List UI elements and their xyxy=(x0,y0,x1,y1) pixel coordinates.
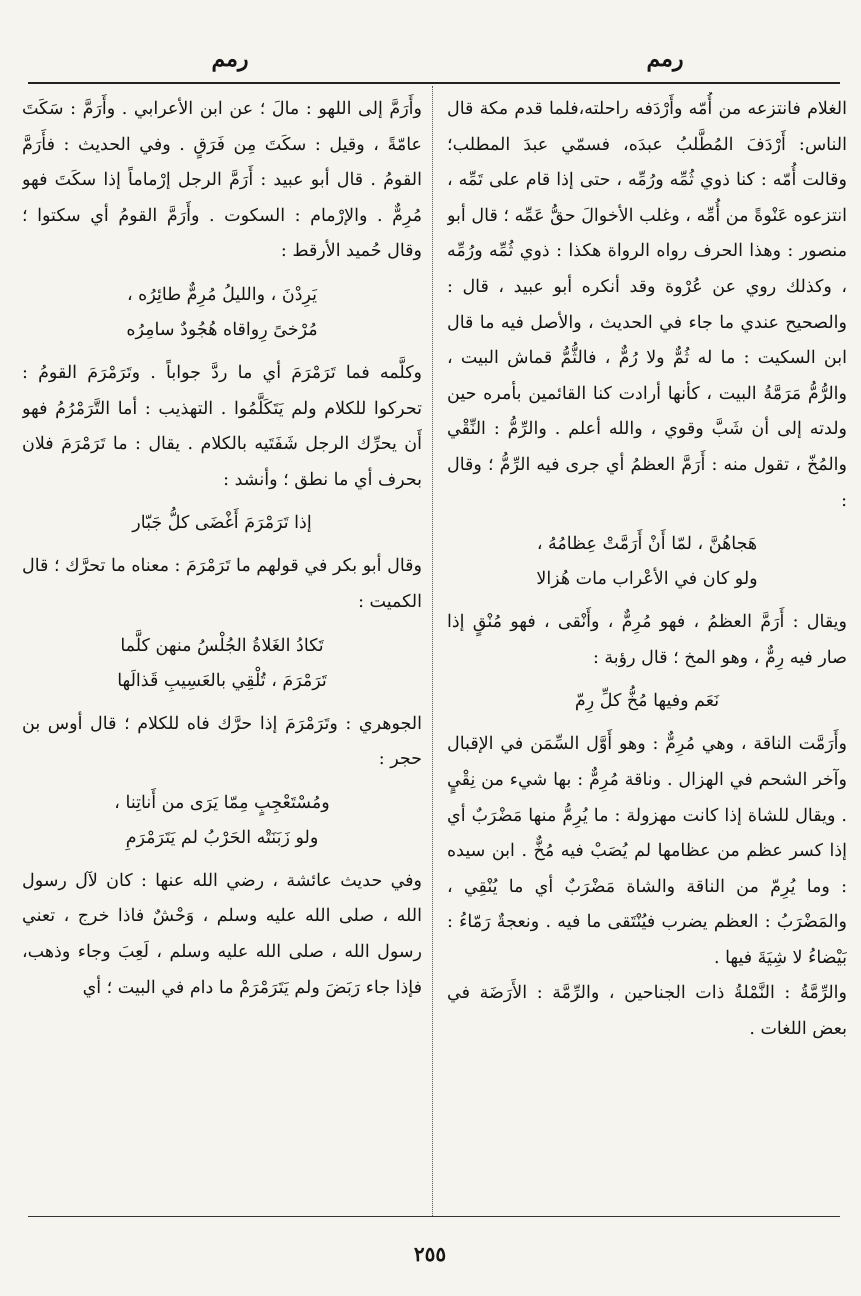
right-paragraph-1: الغلام فانتزعه من أُمّه وأَرْدَفه راحلته،فلما قدم مكة قال الناس: أَرْدَفَ المُطَّلبُ عبدَه، فسمّي عبدَ المطلب؛ وقالت أُمّه : كنا ذوي ثُمِّه ورُمِّه ، حتى إذا قام على تَمِّه ، انتزعوه عَنْوةً من أُمِّه ، وغلب الأخوالَ حقُّ عَمِّه ؛ قال أبو منصور : وهذا الحرف رواه الرواة هكذا : ذوي ثُمِّه ورُمِّه ، وكذلك روي عن عُرْوة وقد أنكره أبو عبيد ، قال : والصحيح عندي ما جاء في الحديث ، والأصل فيه ما قال ابن السكيت : ما له ثُمٌّ ولا رُمٌّ ، فالثُّمُّ قماش البيت ، والرُّمُّ مَرَمَّةُ البيت ، كأنها أرادت كنا القائمين بأمره حين ولدته إلى أن شَبَّ وقوي ، والله أعلم . والرِّمُّ : النِّقْي والمُخّ ، تقول منه : أَرَمَّ العظمُ أي جرى فيه الرِّمُّ ؛ وقال : xyxy=(447,99,847,511)
footer-rule xyxy=(28,1216,840,1217)
running-head-right: رمم xyxy=(646,46,684,72)
page-number: ٢٥٥ xyxy=(413,1242,447,1266)
column-divider xyxy=(432,86,433,1216)
verse-line: ولو زَبَنَتْه الحَرْبُ لم يَتَرَمْرَمِ xyxy=(125,827,319,848)
header-rule xyxy=(28,82,840,84)
left-verse-2 xyxy=(22,506,422,541)
verse-line: نَعَم وفيها مُخُّ كلِّ رِمّ xyxy=(574,691,720,712)
verse-line: ومُسْتَعْجِبٍ مِمّا يَرَى من أَناتِنا ، xyxy=(114,792,330,813)
left-verse-3 xyxy=(22,629,422,699)
left-column xyxy=(22,92,422,1212)
left-paragraph-3: وقال أبو بكر في قولهم ما تَرَمْرَمَ : معناه ما تحرَّك ؛ قال الكميت : xyxy=(22,556,422,612)
running-head-left: رمم xyxy=(211,46,249,72)
verse-line: هَجاهُنَّ ، لمّا أَنْ أَرَمَّتْ عِظامُهُ ، xyxy=(536,534,758,555)
verse-line: ولو كان في الأعْراب مات هُزالا xyxy=(536,569,758,590)
page-header xyxy=(0,40,861,80)
left-verse-1 xyxy=(22,278,422,348)
verse-line: إذا تَرَمْرَمَ أَغْضَى كلُّ جَبّار xyxy=(132,513,312,534)
right-paragraph-3: وأَرَمَّت الناقة ، وهي مُرِمٌّ : وهو أَوَّل السِّمَن في الإقبال وآخر الشحم في الهزال . وناقة مُرِمٌّ : بها شيء من نِقْيٍ . ويقال للشاة إذا كانت مهزولة : ما يُرِمُّ منها مَضْرَبٌ أي إذا كسر عظم من عظامها لم يُصَبْ فيه مُخٌّ . ابن سيده : وما يُرِمّ من الناقة والشاة مَضْرَبٌ أي ما يُنْقِي ، والمَضْرَبُ : العظم يضرب فيُنْتَقى ما فيه . ونعجةٌ رَمّاءُ : بَيْضاءُ لا شِيَةَ فيها . xyxy=(447,734,847,968)
left-paragraph-5: وفي حديث عائشة ، رضي الله عنها : كان لآل رسول الله ، صلى الله عليه وسلم ، وَحْشٌ فاذا خرج ، تعني رسول الله ، صلى الله عليه وسلم ، لَعِبَ وجاء وذهب، فإذا جاء رَبَضَ ولم يَتَرَمْرَمْ ما دام في البيت ؛ أي xyxy=(22,870,422,998)
verse-line: تَرَمْرَمَ ، تُلْقِي بالعَسِيبِ قَذالَها xyxy=(117,670,327,691)
right-column xyxy=(447,92,847,1212)
right-paragraph-4: والرِّمَّةُ : النَّمْلةُ ذات الجناحين ، والرِّمَّة : الأَرَضَة في بعض اللغات . xyxy=(447,983,847,1040)
verse-line: يَرِدْنَ ، والليلُ مُرِمٌّ طائِرُه ، xyxy=(126,284,318,305)
left-verse-4 xyxy=(22,786,422,856)
left-paragraph-2: وكلَّمه فما تَرَمْرَمَ أي ما ردَّ جواباً . وتَرَمْرَمَ القومُ : تحركوا للكلام ولم يَتَكَلَّمُوا . التهذيب : أما التَّرَمْرُمُ فهو أَن يحرِّك الرجل شَفَتَيه بالكلام . يقال : ما تَرَمْرَمَ فلان بحرف أي ما نطق ؛ وأنشد : xyxy=(22,362,422,490)
verse-line: تَكادُ الغَلاةُ الجُلْسُ منهن كلَّما xyxy=(120,635,324,656)
right-verse-1 xyxy=(447,527,847,597)
verse-line: مُرْخىً رِواقاه هُجُودٌ سامِرُه xyxy=(126,319,318,340)
left-paragraph-4: الجوهري : وتَرَمْرَمَ إذا حرَّك فاه للكلام ؛ قال أوس بن حجر : xyxy=(22,713,422,770)
right-verse-2 xyxy=(447,684,847,719)
right-paragraph-2: ويقال : أَرَمَّ العظمُ ، فهو مُرِمٌّ ، وأَنْقى ، فهو مُنْقٍ إذا صار فيه رِمٌّ ، وهو المخ ؛ قال رؤبة : xyxy=(447,612,847,668)
left-paragraph-1: وأَرَمَّ إلى اللهو : مالَ ؛ عن ابن الأعرابي . وأَرَمَّ : سَكَتَ عامّةً ، وقيل : سكَتَ مِن فَرَقٍ . وفي الحديث : فأَرَمَّ القومُ . قال أبو عبيد : أَرَمَّ الرجل إرْماماً إذا سكَتَ فهو مُرِمٌّ . والإرْمام : السكوت . وأَرَمَّ القومُ أي سكتوا ؛ وقال حُميد الأرقط : xyxy=(22,99,422,262)
